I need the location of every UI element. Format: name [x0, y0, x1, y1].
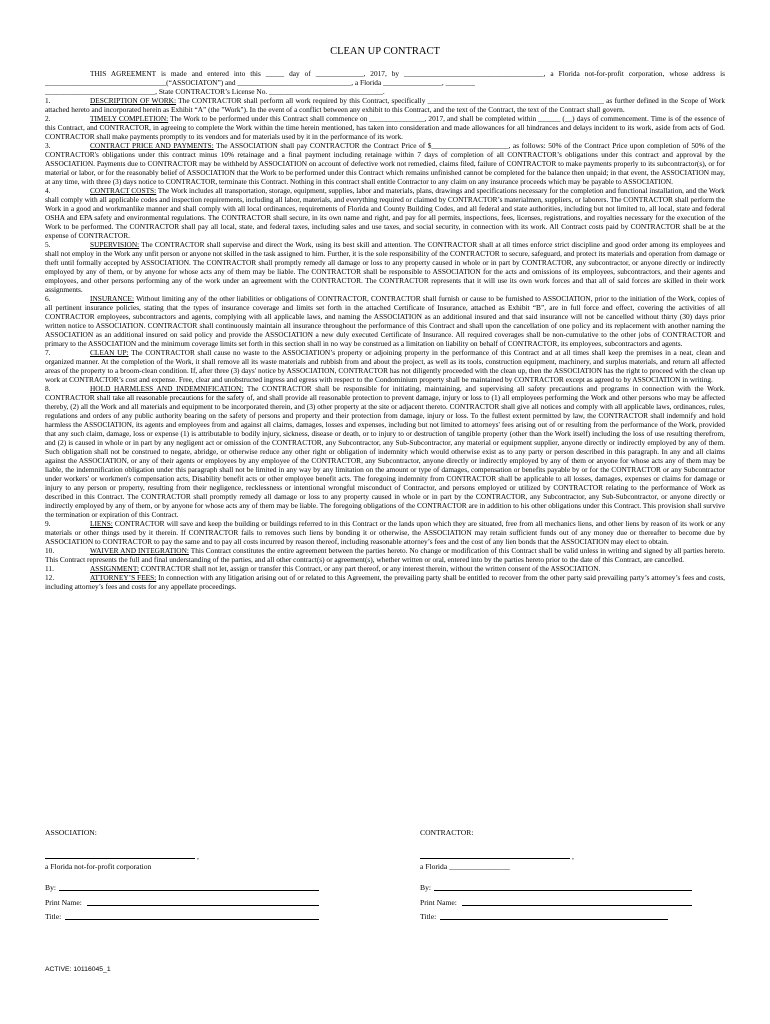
- clause-text: The Work includes all transportation, storage, equipment, supplies, labor and materials, plans, drawings and specifications necessary for the completion and functional installation, and the Work shall comply with all applicable codes and inspection requirements, including all labor, materials, and everything required or claimed by CONTRACTOR’s materialmen, suppliers, or laborers. The CONTRACTOR shall perform the Work in a good and workmanlike manner and shall comply with all local ordinances, requirements of Florida and County Building Codes, and all federal and state authorities, including but not limited to, all local, state and federal OSHA and EPA safety and environmental regulations. The CONTRACTOR shall secure, in its own name and right, and pay for all permits, inspections, fees, licenses, registrations, and royalties necessary for the execution of the Work to be performed. The CONTRACTOR shall pay all local, state, and federal taxes, including sales and use taxes, and social security, in connection with its work. All Contract costs paid by CONTRACTOR shall be at the expense of CONTRACTOR.: [45, 186, 725, 240]
- intro-paragraph: [45, 69, 725, 96]
- clause-2: [45, 114, 725, 141]
- clause-heading: WAIVER AND INTEGRATION:: [90, 546, 189, 555]
- document-footer: ACTIVE: 10116045_1: [45, 966, 111, 973]
- clause-heading: ATTORNEY’S FEES:: [90, 573, 157, 582]
- clause-number: 7.: [45, 348, 51, 357]
- clause-heading: ASSIGNMENT:: [90, 564, 140, 573]
- clause-12: [45, 573, 725, 591]
- clause-number: 1.: [45, 96, 51, 105]
- association-print-name-label: Print Name:: [45, 898, 82, 907]
- clause-4: [45, 186, 725, 240]
- clause-number: 3.: [45, 141, 51, 150]
- clause-number: 11.: [45, 564, 54, 573]
- clause-number: 4.: [45, 186, 51, 195]
- clause-text: Without limiting any of the other liabilities or obligations of CONTRACTOR, CONTRACTOR shall furnish or cause to be furnished to ASSOCIATION, prior to the initiation of the Work, copies of all pertinent insurance policies, stating that the types of insurance coverage and limits set forth in the attached Certificate of Insurance, attached as Exhibit “B”, are in full force and effect, covering the activities of all CONTRACTOR employees, subcontractors and agents, complying with all applicable laws, and naming the ASSOCIATION as an additional insured and that said insurance will not be cancelled without thirty (30) days prior written notice to ASSOCIATION. CONTRACTOR shall continuously maintain all insurance throughout the performance of this Contract and shall upon the cancellation of one policy and its replacement with another naming the ASSOCIATION as an additional insured on said policy and provide the ASSOCIATION a new duly executed Certificate of Insurance. All required coverages shall be non-cumulative to the other jobs of CONTRACTOR and primary to the ASSOCIATION and the minimum coverage limits set forth in this section shall in no way be construed as a limitation on liability on behalf of CONTRACTOR, its employees, subcontractors and agents.: [45, 294, 725, 348]
- clause-number: 10.: [45, 546, 55, 555]
- association-print-name-line[interactable]: [87, 905, 319, 906]
- clause-8: [45, 384, 725, 519]
- clause-text: CONTRACTOR shall not let, assign or transfer this Contract, or any part thereof, or any interest therein, without the written consent of the ASSOCIATION.: [139, 564, 601, 573]
- contractor-comma: ,: [572, 852, 574, 861]
- association-by-label: By:: [45, 883, 56, 892]
- clause-11: [45, 564, 725, 573]
- contractor-print-name-line[interactable]: [462, 905, 692, 906]
- clause-number: 8.: [45, 384, 51, 393]
- clause-9: [45, 519, 725, 546]
- clause-text: The ASSOCIATION shall pay CONTRACTOR the Contract Price of $_____________________, as follows: 50% of the Contract Price upon completion of 50% of the CONTRACTOR's obligations under this contract minus 10% retainage and a final payment including retainage within 7 days of completion of all CONTRACTOR’s obligations under this contract and approval by the ASSOCIATION. Payments due to CONTRACTOR may be withheld by ASSOCIATION on account of defective work not remedied, claims filed, failure of CONTRACTOR to make payments properly to its subcontractor(s), or for material or labor, or for the reasonably belief of ASSOCIATION that the Work to be performed under this Contract which remains unfinished cannot be completed for the balance then unpaid; in that event, the ASSOCIATION may, at any time, with three (3) days notice to CONTRACTOR, terminate this Contract. Nothing in this contract shall entitle Contractor to any claim on any insurance proceeds which may be payable to ASSOCIATION.: [45, 141, 726, 186]
- intro-text-line2: ______________________________, State CONTRACTOR’s License No. _______________________________.: [45, 87, 385, 96]
- intro-text: THIS AGREEMENT is made and entered into this _____ day of _____________, 2017, by ______________________________________, a Florida not-for-profit corporation, whose address is _________________________________(“ASSOCIATON”) and _______________________________, a Florida ________________, ________: [45, 69, 725, 87]
- clause-10: [45, 546, 725, 564]
- clause-text: CONTRACTOR will save and keep the building or buildings referred to in this Contract or the lands upon which they are situated, free from all mechanics liens, and other liens by reason of its work or any materials or other things used by it therein. If CONTRACTOR fails to removes such liens by bonding it or otherwise, the ASSOCIATION may retain sufficient funds out of any money due or thereafter to become due by ASSOCIATION to CONTRACTOR to pay the same and to pay all costs incurred by reason thereof, including reasonable attorney’s fees and the cost of any lien bonds that the ASSOCIATION may elect to obtain.: [45, 519, 725, 546]
- clause-5: [45, 240, 725, 294]
- contract-document: [45, 46, 725, 591]
- clause-heading: SUPERVISION:: [90, 240, 140, 249]
- clause-heading: CONTRACT COSTS:: [90, 186, 157, 195]
- clause-number: 2.: [45, 114, 51, 123]
- contractor-title-label: Title:: [420, 912, 437, 921]
- clause-heading: DESCRIPTION OF WORK:: [90, 96, 177, 105]
- clause-text: The CONTRACTOR shall supervise and direct the Work, using its best skill and attention. The CONTRACTOR shall at all times enforce strict discipline and good order among its employees and shall not employ in the Work any unfit person or anyone not skilled in the task assigned to him. Further, it is the sole responsibility of the CONTRACTOR to secure, safeguard, and protect its materials and operation from damage or theft until formally accepted by ASSOCIATION. The CONTRACTOR shall promptly remedy all damage or loss to any property caused in whole or in part by CONTRACTOR, any subcontractor, or anyone directly or indirectly employed by any of them, or by anyone for whose acts any of them may be liable. The CONTRACTOR shall be responsible to ASSOCIATION for the acts and omissions of its employees, subcontractors, and their agents and employees, and other persons performing any of the work under an agreement with the CONTRACTOR. The CONTRACTOR represents that it will use its own work forces and that all of said forces are skilled in their work assignments.: [45, 240, 725, 294]
- clause-7: [45, 348, 725, 384]
- association-name-line[interactable]: [45, 858, 195, 859]
- contractor-label: CONTRACTOR:: [420, 828, 474, 837]
- clause-number: 6.: [45, 294, 51, 303]
- clause-text: This Contract constitutes the entire agreement between the parties hereto. No change or modification of this Contract shall be valid unless in writing and signed by all parties hereto. This Contract represents the full and final understanding of the parties, and all other contract(s) or agreement(s), whether written or oral, entered into by the parties hereto prior to the date of this Contract, are cancelled.: [45, 546, 725, 564]
- clause-text: The CONTRACTOR shall perform all work required by this Contract, specifically ________________________________________________ as further defined in the Scope of Work attached hereto and incorporated herein as Exhibit “A” (the "Work"). In the event of a conflict between any exhibit to this Contract, and the text of the Contract, the text of the Contract shall govern.: [45, 96, 725, 114]
- clauses-list: [45, 96, 725, 591]
- clause-heading: TIMELY COMPLETION:: [90, 114, 169, 123]
- contractor-print-name-label: Print Name:: [420, 898, 457, 907]
- association-comma: ,: [197, 852, 199, 861]
- clause-text: The CONTRACTOR shall be responsible for initiating, maintaining, and supervising all safety precautions and programs in connection with the Work. CONTRACTOR shall take all reasonable precautions for the safety of, and shall provide all reasonable protection to prevent damage, injury or loss to (1) all employees performing the Work and other persons who may be affected thereby, (2) all the Work and all materials and equipment to be incorporated therein, and (3) other property at the site or adjacent thereto. CONTRACTOR shall give all notices and comply with all applicable laws, ordinances, rules, regulations and orders of any public authority bearing on the safety of persons and property and their protection from damage, injury or loss. To the fullest extent permitted by law, the CONTRACTOR shall indemnify and hold harmless the ASSOCIATION, its agents and employees from and against all claims, damages, losses and expenses, including but not limited to attorneys' fees arising out of or resulting from the performance of the Work, provided that any such claim, damage, loss or expense (1) is attributable to bodily injury, sickness, disease or death, or to injury to or destruction of tangible property (other than the Work itself) including the loss of use resulting therefrom, and (2) is caused in whole or in part by any negligent act or omission of the CONTRACTOR, any Subcontractor, any Sub-Subcontractor, any material or equipment supplier, anyone directly or indirectly employed by any of them. Such obligation shall not be construed to negate, abridge, or otherwise reduce any other right or obligation of indemnity which would otherwise exist as to any party or person described in this paragraph. In any and all claims against the ASSOCIATION, or any of their agents or employees by any employee of the CONTRACTOR, any Subcontractor, anyone directly or indirectly employed by any of them or anyone for whose acts any of them may be liable, the indemnification obligation under this paragraph shall not be limited in any way by any limitation on the amount or type of damages, compensation or benefits payable by or for the CONTRACTOR or any Subcontractor under workers' or workmen's compensation acts, Disability benefit acts or other employee benefit acts. The foregoing indemnity from CONTRACTOR shall be applicable to all losses, damages, expenses or claims for damage or injury to any person or property, resulting from their negligence, recklessness or intentional wrongful misconduct of Contractor, and persons employed or utilized by CONTRACTOR relating to the performance of Work as described in this Contract. The CONTRACTOR shall promptly remedy all damage or loss to any property caused in whole or in part by the CONTRACTOR, any Subcontractor, any Sub-Subcontractor, or anyone directly or indirectly employed by any of them, or by anyone for whose acts any of them may be liable. The foregoing obligations of the CONTRACTOR are in addition to his other obligations under this Contract. This provision shall survive the termination or expiration of this Contract.: [45, 384, 725, 519]
- contractor-entity: a Florida ________________: [420, 862, 510, 871]
- clause-text: The CONTRACTOR shall cause no waste to the ASSOCIATION’s property or adjoining property in the performance of this Contract and at all times shall keep the premises in a neat, clean and organized manner. At the completion of the Work, it shall remove all its waste materials and rubbish from and about the project, as well as its tools, construction equipment, machinery, and surplus materials, and return all affected areas of the property to a broom-clean condition. If, after three (3) days' notice by ASSOCIATION, CONTRACTOR has not diligently proceeded with the clean up, then the ASSOCIATION has the right to proceed with the clean up work at CONTRACTOR’s cost and expense. Free, clear and unobstructed ingress and egress with respect to the Condominium property shall be maintained by CONTRACTOR except as agreed to by ASSOCIATION in writing.: [45, 348, 725, 384]
- clause-6: [45, 294, 725, 348]
- clause-text: The Work to be performed under this Contract shall commence on _______________, 2017, and shall be completed within ______ (__) days of commencement. Time is of the essence of this Contract, and CONTRACTOR, in agreeing to complete the Work within the time herein mentioned, has taken into consideration and made allowances for all hindrances and delays incident to its work, aside from acts of God. CONTRACTOR shall make payments promptly to its vendors and for materials used by it in the performance of its work.: [45, 114, 725, 141]
- clause-number: 12.: [45, 573, 55, 582]
- association-label: ASSOCIATION:: [45, 828, 97, 837]
- contractor-by-label: By:: [420, 883, 431, 892]
- association-by-line[interactable]: [59, 890, 319, 891]
- association-title-label: Title:: [45, 912, 62, 921]
- contractor-title-line[interactable]: [440, 919, 668, 920]
- clause-heading: CLEAN UP:: [90, 348, 129, 357]
- clause-number: 5.: [45, 240, 51, 249]
- association-title-line[interactable]: [65, 919, 319, 920]
- contractor-by-line[interactable]: [434, 890, 692, 891]
- clause-heading: CONTRACT PRICE AND PAYMENTS:: [90, 141, 214, 150]
- association-entity: a Florida not-for-profit corporation: [45, 862, 152, 871]
- document-title: CLEAN UP CONTRACT: [330, 46, 440, 57]
- clause-number: 9.: [45, 519, 51, 528]
- contractor-name-line[interactable]: [420, 858, 570, 859]
- clause-3: [45, 141, 725, 186]
- clause-1: [45, 96, 725, 114]
- clause-text: In connection with any litigation arising out of or related to this Agreement, the prevailing party shall be entitled to recover from the other party said prevailing party’s attorney’s fees and costs, including attorney’s fees and costs for any appellate proceedings.: [45, 573, 726, 591]
- clause-heading: HOLD HARMLESS AND INDEMNIFICATION:: [90, 384, 244, 393]
- clause-heading: LIENS:: [90, 519, 113, 528]
- clause-heading: INSURANCE:: [90, 294, 135, 303]
